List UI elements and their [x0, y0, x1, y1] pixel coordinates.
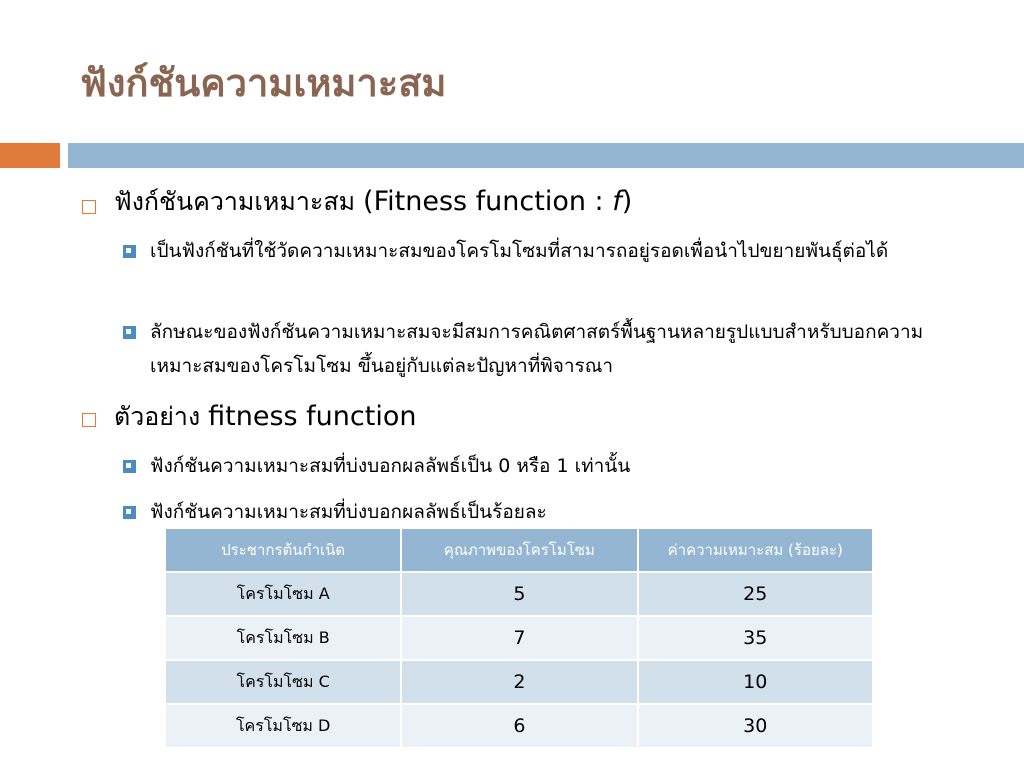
bullet-text-latin: (Fitness function :	[363, 186, 613, 217]
square-bullet-icon	[123, 326, 136, 339]
table-cell: 7	[401, 616, 637, 660]
table-cell: 5	[401, 572, 637, 616]
sub-bullet-definition: เป็นฟังก์ชันที่ใช้วัดความเหมาะสมของโครโมโซมที่สามารถอยู่รอดเพื่อนำไปขยายพันธุ์ต่อได้	[150, 240, 889, 262]
column-header: ประชากรต้นกำเนิด	[166, 529, 401, 572]
table-cell: 30	[638, 704, 874, 748]
square-bullet-icon	[123, 245, 136, 258]
table-cell: 10	[638, 660, 874, 704]
fitness-table	[166, 529, 874, 749]
hollow-square-bullet-icon	[82, 200, 96, 214]
table-cell: โครโมโซม D	[166, 704, 401, 748]
bullet-text-thai: ฟังก์ชันความเหมาะสม	[114, 187, 364, 216]
slide-title: ฟังก์ชันความเหมาะสม	[80, 61, 447, 105]
square-bullet-icon	[123, 506, 136, 519]
table-cell: โครโมโซม B	[166, 616, 401, 660]
hollow-square-bullet-icon	[82, 413, 96, 427]
table-cell: 35	[638, 616, 874, 660]
table-cell: 25	[638, 572, 874, 616]
square-bullet-icon	[123, 460, 136, 473]
table-row	[166, 660, 873, 704]
bullet-example	[114, 402, 416, 432]
sub-bullet-percentage: ฟังก์ชันความเหมาะสมที่บ่งบอกผลลัพธ์เป็นร้อยละ	[150, 501, 547, 523]
table-cell: 2	[401, 660, 637, 704]
table-row	[166, 616, 873, 660]
table-row	[166, 572, 873, 616]
table-row	[166, 704, 873, 748]
column-header: คุณภาพของโครโมโซม	[401, 529, 637, 572]
column-header: ค่าความเหมาะสม (ร้อยละ)	[638, 529, 874, 572]
accent-bar-orange	[0, 143, 60, 168]
accent-bar-blue	[68, 143, 1024, 168]
sub-bullet-binary: ฟังก์ชันความเหมาะสมที่บ่งบอกผลลัพธ์เป็น 0 หรือ 1 เท่านั้น	[150, 455, 631, 477]
table-cell: โครโมโซม C	[166, 660, 401, 704]
table-cell: โครโมโซม A	[166, 572, 401, 616]
bullet-text-italic-f: f	[612, 186, 622, 217]
bullet-text-close: )	[621, 186, 633, 217]
table-cell: 6	[401, 704, 637, 748]
bullet-text-latin: fitness function	[208, 401, 417, 432]
bullet-text-thai: ตัวอย่าง	[114, 402, 209, 431]
table-header-row	[166, 529, 873, 572]
sub-bullet-characteristics: ลักษณะของฟังก์ชันความเหมาะสมจะมีสมการคณิตศาสตร์พื้นฐานหลายรูปแบบสำหรับบอกความเหมาะสมของโครโมโซม ขึ้นอยู่กับแต่ละปัญหาที่พิจารณา	[150, 321, 924, 377]
bullet-fitness-function	[114, 187, 632, 217]
